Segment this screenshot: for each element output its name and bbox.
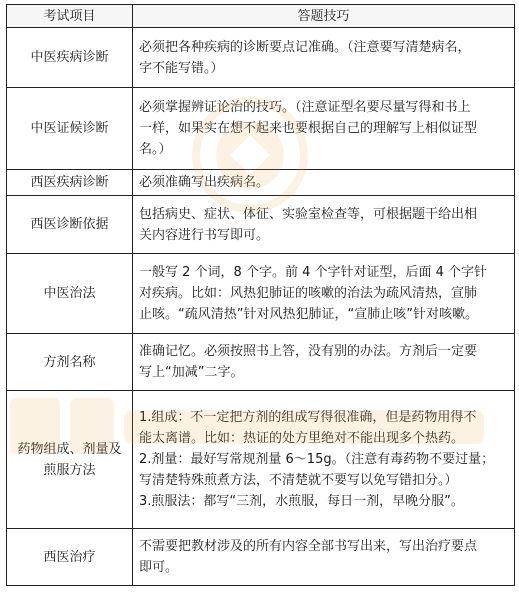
tip-line: 止咳。“疏风清热”针对风热犯肺证，“宣肺止咳”针对咳嗽。 — [139, 307, 478, 322]
exam-item-cell: 中医疾病诊断 — [7, 28, 133, 88]
exam-item-cell: 方剂名称 — [7, 334, 133, 391]
answer-tip-cell — [133, 334, 515, 391]
answer-tip-cell — [133, 196, 515, 254]
tip-line: 写上“加减”二字。 — [139, 365, 244, 380]
tip-line: 不需要把教材涉及的所有内容全部书写出来，写出治疗要点 — [139, 539, 478, 554]
table-row — [7, 334, 515, 391]
table-row — [7, 529, 515, 586]
tip-line: 必须把各种疾病的诊断要点记准确。（注意要写清楚病名， — [139, 39, 471, 55]
table-row — [7, 170, 515, 196]
tip-line: 一样，如果实在想不起来也要根据自己的理解写上相似证型 — [139, 121, 478, 136]
table-row — [7, 391, 515, 529]
tip-line: 能太离谱。比如：热证的处方里绝对不能出现多个热药。 — [139, 431, 465, 446]
tip-line: 必须准确写出疾病名。 — [139, 175, 270, 190]
answer-tip-cell — [133, 170, 515, 196]
answer-tip-cell — [133, 254, 515, 334]
tip-line: 包括病史、症状、体征、实验室检查等，可根据题干给出相 — [139, 206, 478, 222]
tip-line: 关内容进行书写即可。 — [139, 227, 270, 243]
answer-tip-cell — [133, 391, 515, 529]
tip-line: 准确记忆。必须按照书上答，没有别的办法。方剂后一定要 — [139, 344, 478, 359]
exam-tips-sheet — [6, 4, 514, 601]
tip-line: 一般写 2 个词，8 个字。前 4 个字针对证型，后面 4 个字针 — [139, 265, 488, 280]
exam-item-cell: 中医证候诊断 — [7, 88, 133, 170]
exam-item-cell: 西医治疗 — [7, 529, 133, 586]
answer-tip-cell — [133, 529, 515, 586]
table-row — [7, 196, 515, 254]
exam-item-cell: 西医疾病诊断 — [7, 170, 133, 196]
header-exam-item: 考试项目 — [7, 5, 133, 28]
table-row — [7, 28, 515, 88]
tip-line: 2.剂量：最好写常规剂量 6～15g。（注意有毒药物不要过量； — [139, 452, 495, 467]
tip-line: 即可。 — [139, 560, 179, 575]
tip-line: 写清楚特殊煎煮方法，不清楚就不要写以免写错扣分。） — [139, 473, 458, 488]
header-answer-tips: 答题技巧 — [133, 5, 515, 28]
tip-line: 对疾病。比如：风热犯肺证的咳嗽的治法为疏风清热，宣肺 — [139, 286, 478, 301]
answer-tip-cell — [133, 88, 515, 170]
exam-item-cell: 西医诊断依据 — [7, 196, 133, 254]
exam-item-cell — [7, 391, 133, 529]
tip-line: 字不能写错。） — [139, 60, 224, 76]
table-row — [7, 254, 515, 334]
tip-line: 名。） — [139, 142, 172, 157]
tip-line: 1.组成：不一定把方剂的组成写得很准确，但是药物用得不 — [139, 410, 477, 425]
table-header-row — [7, 5, 515, 28]
exam-item-line: 煎服方法 — [43, 462, 96, 478]
tip-line: 必须掌握辨证论治的技巧。（注意证型名要尽量写得和书上 — [139, 100, 471, 115]
tip-line: 3.煎服法：都写“三剂，水煎服，每日一剂，早晚分服”。 — [139, 494, 464, 509]
table-row — [7, 88, 515, 170]
exam-item-cell: 中医治法 — [7, 254, 133, 334]
answer-tip-cell — [133, 28, 515, 88]
exam-tips-table — [6, 4, 515, 586]
exam-item-line: 药物组成、剂量及 — [17, 441, 122, 457]
